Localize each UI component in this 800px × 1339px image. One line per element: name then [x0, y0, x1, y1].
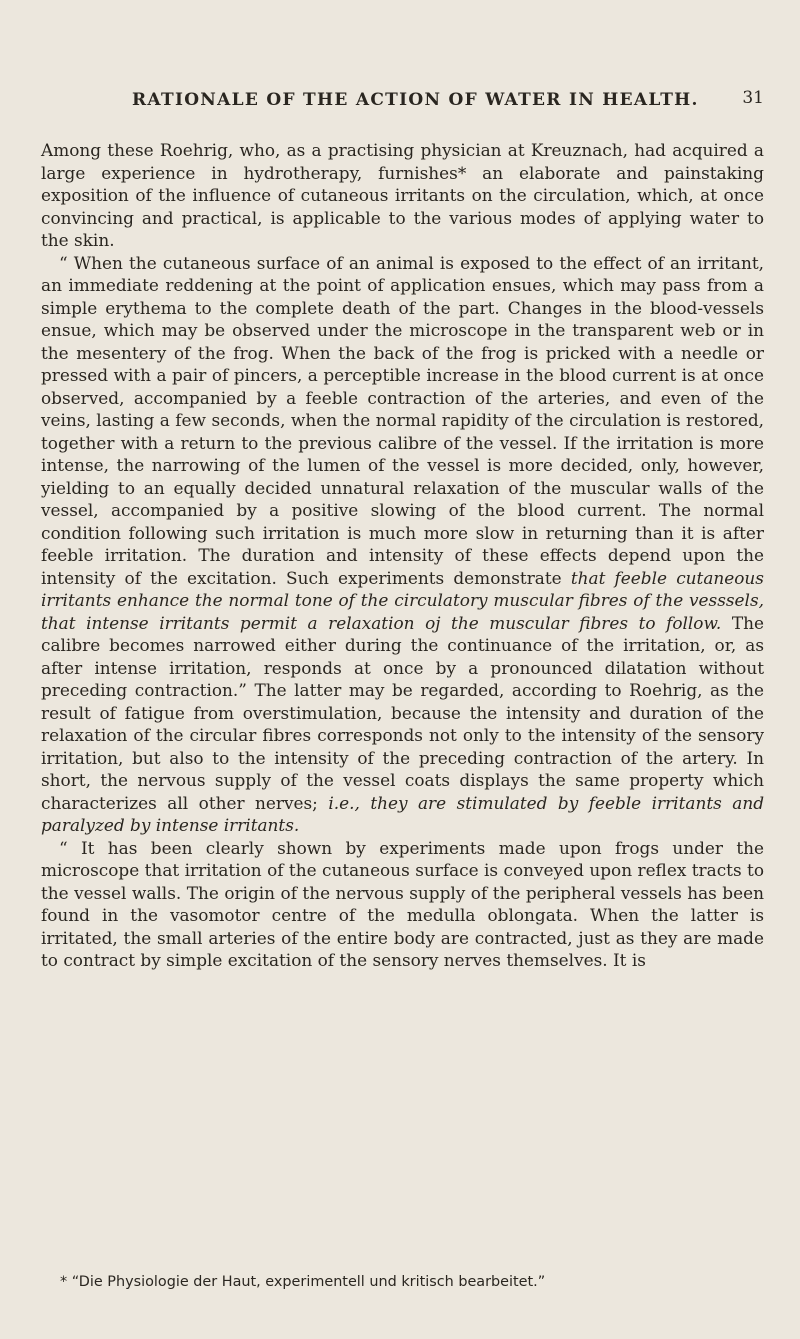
paragraph-2	[41, 252, 764, 837]
paragraph-2-text-a: “ When the cutaneous surface of an animal is exposed to the effect of an irritant, an immediate reddening at the point of application ensues, which may pass from a simple erythema to the complete death of the part. Changes in the blood-vessels ensue, which may be observed under the microscope in the transparent web or in the mesentery of the frog. When the back of the frog is pricked with a needle or pressed with a pair of pincers, a perceptible increase in the blood current is at once observed, accompanied by a feeble contraction of the arteries, and even of the veins, lasting a few seconds, when the normal rapidity of the circulation is restored, together with a return to the previous calibre of the vessel. If the irritation is more intense, the narrowing of the lumen of the vessel is more decided, only, however, yielding to an equally decided unnatural relaxation of the muscular walls of the vessel, accompanied by a positive slowing of the blood current. The normal condition following such irritation is much more slow in returning than it is after feeble irritation. The duration and intensity of these effects depend upon the intensity of the excitation. Such experiments demonstrate	[41, 252, 764, 588]
page-number: 31	[742, 88, 764, 108]
paragraph-1: Among these Roehrig, who, as a practising physician at Kreuznach, had acquired a large experience in hydrotherapy, furnishes* an elaborate and painstaking exposition of the influence of cutaneous irritants on the circulation, which, at once convincing and practical, is applicable to the various modes of applying water to the skin.	[41, 140, 764, 250]
running-head: RATIONALE OF THE ACTION OF WATER IN HEALTH.	[132, 90, 699, 110]
paragraph-3: “ It has been clearly shown by experiments made upon frogs under the microscope that irritation of the cutaneous surface is conveyed upon reflex tracts to the vessel walls. The origin of the nervous supply of the peripheral vessels has been found in the vasomotor centre of the medulla oblongata. When the latter is irritated, the small arteries of the entire body are contracted, just as they are made to contract by simple excitation of the sensory nerves themselves. It is	[41, 837, 764, 970]
page-header	[96, 88, 764, 114]
paragraph-2-italic-b: that feeble cutaneous irritants enhance the normal tone of the circulatory muscular fibres of the vesssels, that intense irritants permit a relaxation oj the muscular fibres to follow.	[41, 567, 764, 633]
paragraph-2-italic-d: i.e., they are stimulated by feeble irritants and paralyzed by intense irritants.	[41, 792, 765, 835]
paragraph-2-text-c: The calibre becomes narrowed either during the continuance of the irritation, or, as after intense irritation, responds at once by a pronounced dilatation without preceding contraction.” The latter may be regarded, according to Roehrig, as the result of fatigue from overstimulation, because the intensity and duration of the relaxation of the circular fibres corresponds not only to the intensity of the sensory irritation, but also to the intensity of the preceding contraction of the artery. In short, the nervous supply of the vessel coats displays the same property which characterizes all other nerves;	[41, 612, 764, 813]
footnote: * “Die Physiologie der Haut, experimentell und kritisch bearbeitet.”	[60, 1274, 546, 1290]
page-body	[41, 139, 764, 972]
